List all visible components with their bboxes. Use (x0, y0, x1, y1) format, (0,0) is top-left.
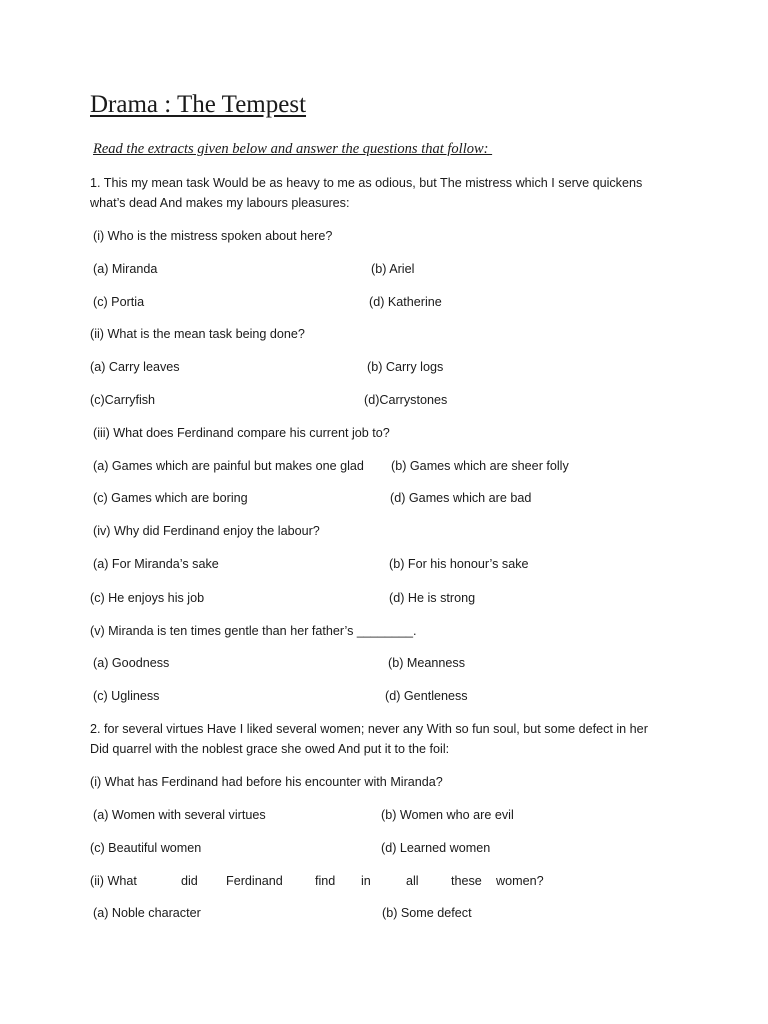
question-2-ii-word: these (451, 874, 482, 888)
option-2-i-b: (b) Women who are evil (381, 808, 514, 822)
option-2-i-d: (d) Learned women (381, 841, 491, 855)
question-1-iv: (iv) Why did Ferdinand enjoy the labour? (93, 524, 320, 538)
option-2-i-a: (a) Women with several virtues (93, 808, 266, 822)
question-2-ii-word: find (315, 874, 336, 888)
option-1-iii-a: (a) Games which are painful but makes one glad (93, 459, 364, 473)
option-2-ii-b: (b) Some defect (382, 906, 472, 920)
question-2-ii-word: Ferdinand (226, 874, 283, 888)
option-2-i-c: (c) Beautiful women (90, 841, 202, 855)
option-1-i-b: (b) Ariel (371, 262, 415, 276)
question-1-i: (i) Who is the mistress spoken about here? (93, 229, 333, 243)
question-2-ii-word: women? (496, 874, 544, 888)
question-1-iii: (iii) What does Ferdinand compare his current job to? (93, 426, 390, 440)
option-1-iv-d: (d) He is strong (389, 591, 476, 605)
question-1-ii: (ii) What is the mean task being done? (90, 327, 305, 341)
option-1-ii-b: (b) Carry logs (367, 360, 444, 374)
option-1-i-a: (a) Miranda (93, 262, 158, 276)
option-1-v-b: (b) Meanness (388, 656, 465, 670)
option-1-ii-c: (c)Carryfish (90, 393, 156, 407)
question-1-v: (v) Miranda is ten times gentle than her father’s ________. (90, 624, 417, 638)
document-title: Drama : The Tempest (90, 91, 307, 118)
option-1-i-c: (c) Portia (93, 295, 145, 309)
option-1-iv-a: (a) For Miranda’s sake (93, 557, 219, 571)
option-1-ii-a: (a) Carry leaves (90, 360, 180, 374)
option-1-iv-c: (c) He enjoys his job (90, 591, 205, 605)
option-1-v-c: (c) Ugliness (93, 689, 160, 703)
option-1-v-d: (d) Gentleness (385, 689, 468, 703)
option-1-iii-c: (c) Games which are boring (93, 491, 248, 505)
question-2-i: (i) What has Ferdinand had before his encounter with Miranda? (90, 775, 443, 789)
question-2-ii-word: all (406, 874, 419, 888)
option-2-ii-a: (a) Noble character (93, 906, 201, 920)
question-2-ii-word: did (181, 874, 198, 888)
extract-1-passage: 1. This my mean task Would be as heavy to me as odious, but The mistress which I serve quickens what’s dead And makes my labours pleasures: (90, 176, 643, 210)
extract-2-passage: 2. for several virtues Have I liked several women; never any With so fun soul, but some defect in her Did quarrel with the noblest grace she owed And put it to the foil: (90, 722, 648, 756)
option-1-ii-d: (d)Carrystones (364, 393, 448, 407)
option-1-v-a: (a) Goodness (93, 656, 170, 670)
option-1-iii-d: (d) Games which are bad (390, 491, 532, 505)
option-1-iv-b: (b) For his honour’s sake (389, 557, 529, 571)
option-1-i-d: (d) Katherine (369, 295, 442, 309)
question-2-ii-word: in (361, 874, 371, 888)
instruction-text: Read the extracts given below and answer the questions that follow: (93, 141, 493, 157)
question-2-ii-word: (ii) What (90, 874, 137, 888)
option-1-iii-b: (b) Games which are sheer folly (391, 459, 569, 473)
